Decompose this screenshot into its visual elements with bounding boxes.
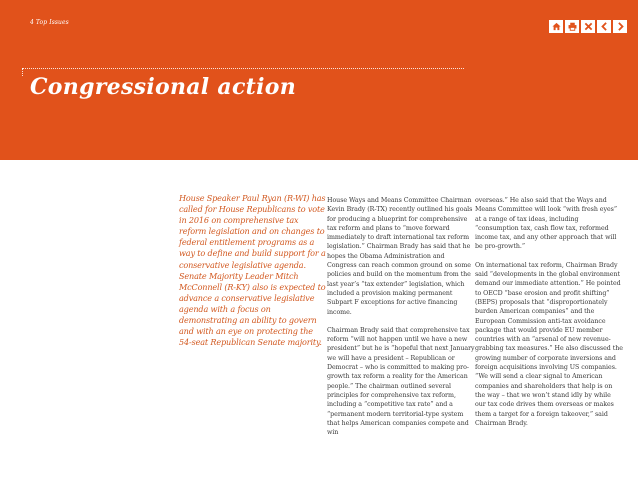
next-page-button[interactable] [613, 20, 627, 33]
pull-quote: House Speaker Paul Ryan (R-WI) has called for House Republicans to vote in 2016 on comprehensive tax reform legislation and on changes to federal entitlement programs as a way to define and build support for a conservative legislative agenda. Senate Majority Leader Mitch McConnell (R-KY) also is expected to advance a conservative legislative agenda with a focus on demonstrating an ability to govern and with an eye on protecting the 54-seat Republican Senate majority. [179, 193, 326, 348]
body-paragraph: Chairman Brady said that comprehensive tax reform “will not happen until we have a new president” but he is “hopeful that next January we will have a president – Republican or Democrat – who is committed to making pro-growth tax reform a reality for the American people.” The chairman outlined several principles for comprehensive tax reform, including a “competitive tax rate” and a “permanent modern territorial-type system that helps American companies compete and win [327, 326, 475, 437]
chevron-left-icon [600, 22, 609, 31]
page-title: Congressional action [30, 74, 297, 100]
home-icon [552, 22, 561, 31]
chevron-right-icon [616, 22, 625, 31]
title-divider [22, 68, 464, 69]
home-button[interactable] [549, 20, 563, 33]
close-button[interactable] [581, 20, 595, 33]
print-icon [568, 22, 577, 31]
close-icon [584, 22, 593, 31]
section-label: 4 Top Issues [30, 19, 69, 26]
body-column-1 [327, 196, 475, 446]
body-paragraph: House Ways and Means Committee Chairman Kevin Brady (R-TX) recently outlined his goals for producing a blueprint for comprehensive tax reform and plans to “move forward immediately to draft international tax reform legislation.” Chairman Brady has said that he hopes the Obama Administration and Congress can reach common ground on some policies and build on the momentum from the last year’s “tax extender” legislation, which included a provision making permanent Subpart F exceptions for active financing income. [327, 197, 473, 316]
print-button[interactable] [565, 20, 579, 33]
nav-toolbar [549, 20, 627, 33]
title-divider-tick [22, 68, 23, 76]
body-column-2 [475, 196, 623, 437]
body-paragraph: On international tax reform, Chairman Brady said “developments in the global environment demand our immediate attention.” He pointed to OECD “base erosion and profit shifting” (BEPS) proposals that “disproportionately burden American companies” and the European Commission anti-tax avoidance package that would provide EU member countries with an “arsenal of new revenue-grabbing tax measures.” He also discussed the growing number of corporate inversions and foreign acquisitions involving US companies. “We will send a clear signal to American companies and shareholders that help is on the way – that we won’t stand idly by while our tax code drives them overseas or makes them a target for a foreign takeover,” said Chairman Brady. [475, 261, 623, 427]
previous-page-button[interactable] [597, 20, 611, 33]
body-paragraph: overseas.” He also said that the Ways and Means Committee will look “with fresh eyes” at a range of tax ideas, including “consumption tax, cash flow tax, reformed income tax, and any other approach that will be pro-growth.” [475, 197, 618, 251]
